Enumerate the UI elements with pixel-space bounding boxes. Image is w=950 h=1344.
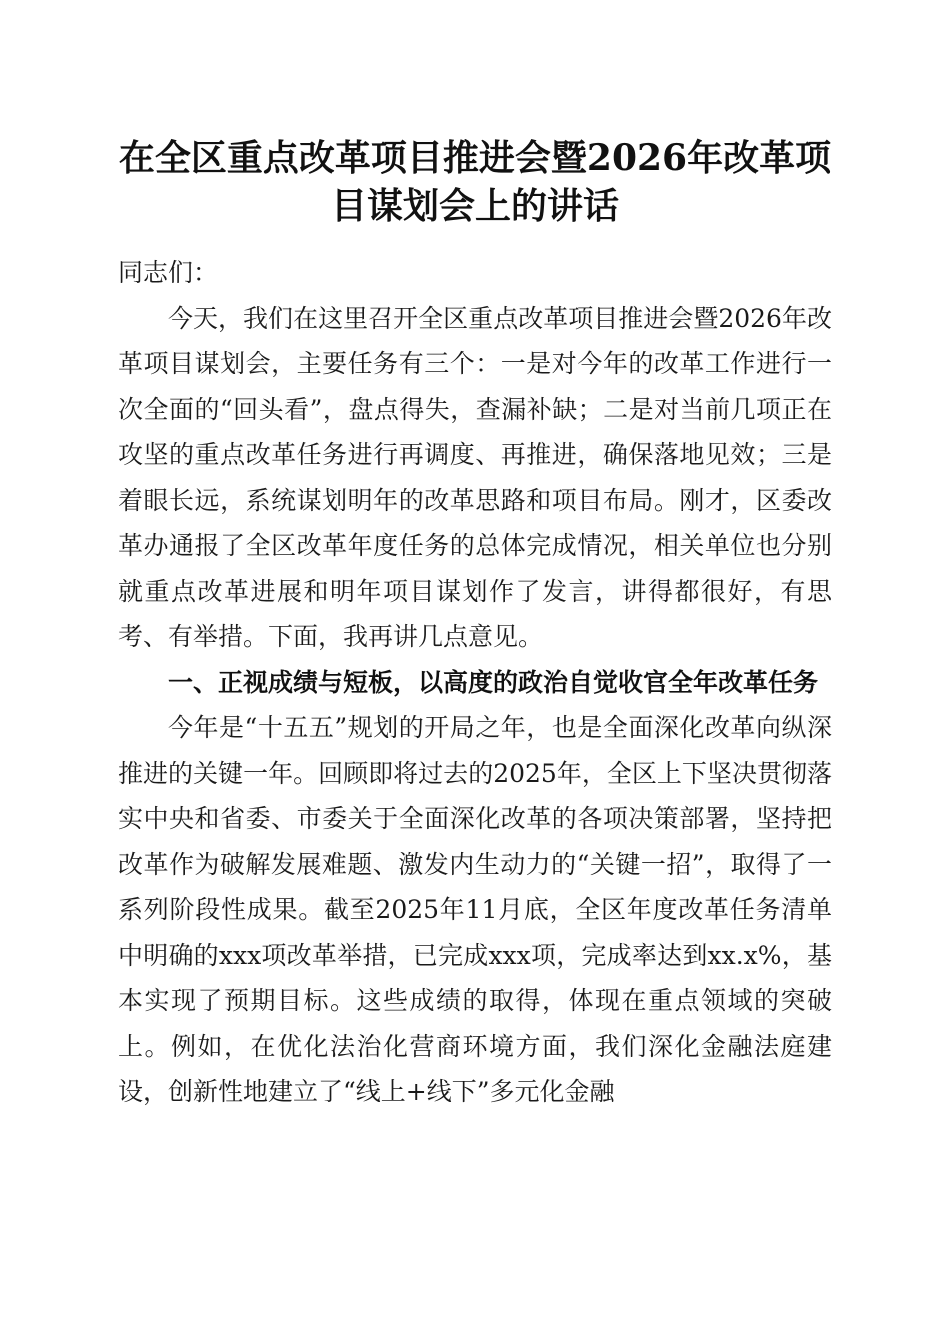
salutation: 同志们：	[118, 258, 219, 287]
opening-paragraph: 今天，我们在这里召开全区重点改革项目推进会暨2026年改革项目谋划会，主要任务有三个：一是对今年的改革工作进行一次全面的“回头看”，盘点得失，查漏补缺；二是对当前几项正在攻坚的重点改革任务进行再调度、再推进，确保落地见效；三是着眼长远，系统谋划明年的改革思路和项目布局。刚才，区委改革办通报了全区改革年度任务的总体完成情况，相关单位也分别就重点改革进展和明年项目谋划作了发言，讲得都很好，有思考、有举措。下面，我再讲几点意见。	[118, 303, 832, 651]
document-title: 在全区重点改革项目推进会暨2026年改革项目谋划会上的讲话	[118, 137, 832, 227]
section-1-paragraph: 今年是“十五五”规划的开局之年，也是全面深化改革向纵深推进的关键一年。回顾即将过去的2025年，全区上下坚决贯彻落实中央和省委、市委关于全面深化改革的各项决策部署，坚持把改革作为破解发展难题、激发内生动力的“关键一招”，取得了一系列阶段性成果。截至2025年11月底，全区年度改革任务清单中明确的xxx项改革举措，已完成xxx项，完成率达到xx.x%，基本实现了预期目标。这些成绩的取得，体现在重点领域的突破上。例如，在优化法治化营商环境方面，我们深化金融法庭建设，创新性地建立了“线上+线下”多元化金融	[118, 713, 832, 1106]
document-body	[118, 250, 832, 1115]
section-heading-1: 一、正视成绩与短板，以高度的政治自觉收官全年改革任务	[168, 667, 819, 697]
